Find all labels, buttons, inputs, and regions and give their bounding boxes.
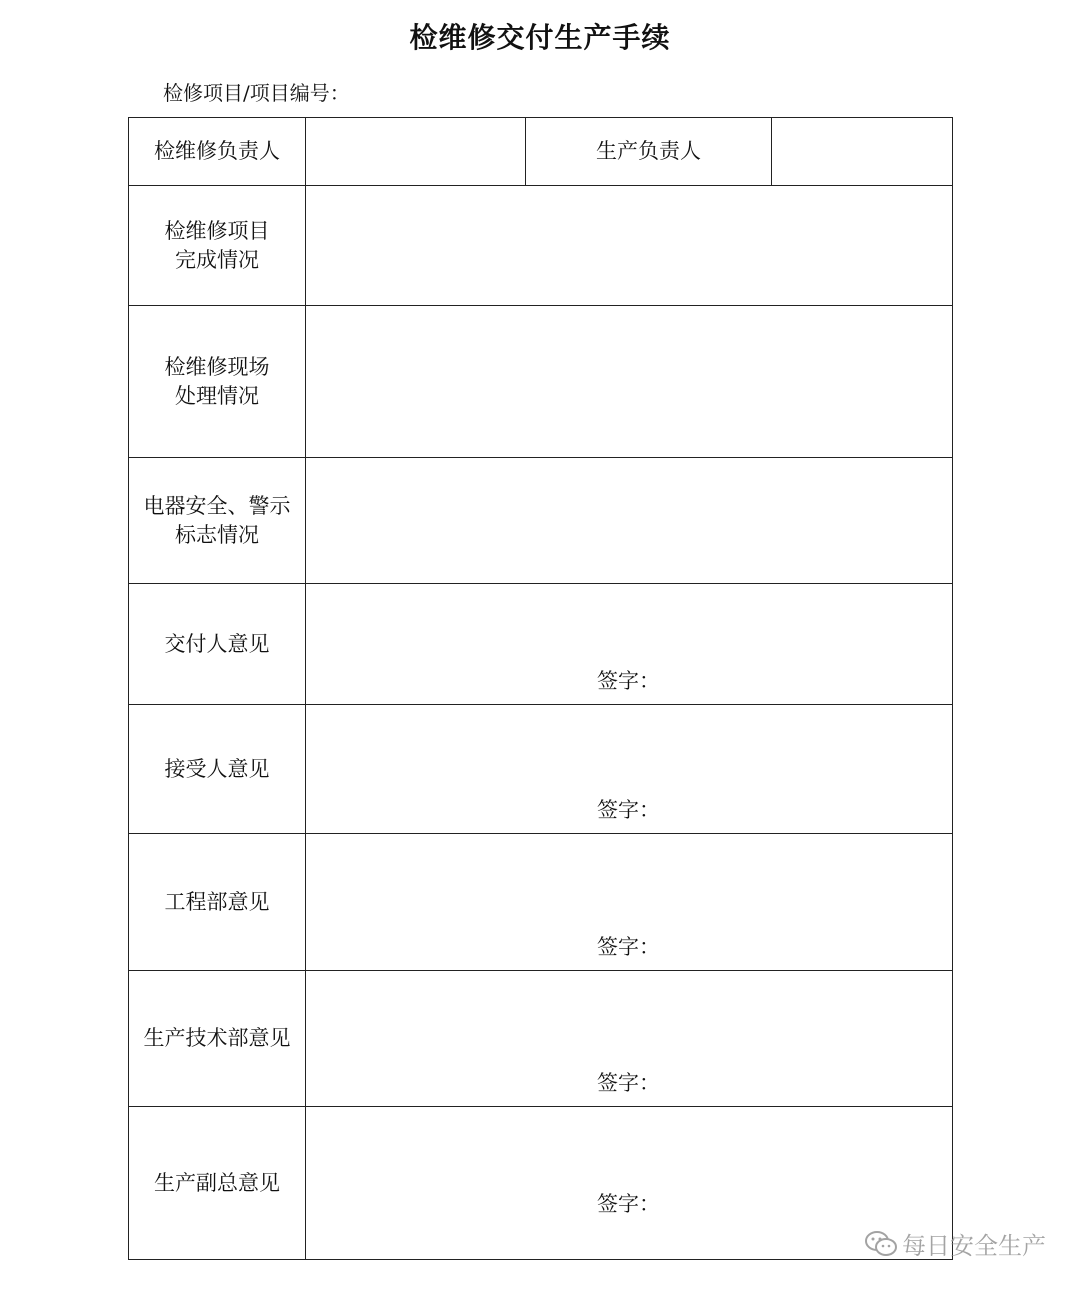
wechat-icon [864,1230,898,1258]
vice-gm-opinion-label: 生产副总意见 [129,1107,306,1260]
engineering-opinion-label: 工程部意见 [129,834,306,971]
production-lead-field[interactable] [772,118,953,186]
electrical-safety-field[interactable] [306,458,953,584]
deliverer-opinion-label: 交付人意见 [129,584,306,705]
table-row [129,834,953,971]
deliverer-opinion-field[interactable] [306,584,953,705]
handover-form-table [128,117,953,1260]
header-row [129,118,953,186]
table-row [129,186,953,306]
table-row [129,1107,953,1260]
table-row [129,584,953,705]
watermark [864,1226,1046,1261]
project-number-label: 检修项目/项目编号： [163,81,350,105]
watermark-text: 每日安全生产 [902,1232,1046,1260]
table-row [129,458,953,584]
production-lead-label: 生产负责人 [526,118,772,186]
site-handling-field[interactable] [306,306,953,458]
electrical-safety-label: 电器安全、警示 标志情况 [129,458,306,584]
signature-label: 签字： [597,798,660,822]
vice-gm-opinion-field[interactable] [306,1107,953,1260]
receiver-opinion-field[interactable] [306,705,953,834]
repair-lead-label: 检维修负责人 [129,118,306,186]
completion-status-field[interactable] [306,186,953,306]
document-title: 检维修交付生产手续 [409,21,671,54]
signature-label: 签字： [597,669,660,693]
engineering-opinion-field[interactable] [306,834,953,971]
production-tech-opinion-field[interactable] [306,971,953,1107]
table-row [129,705,953,834]
signature-label: 签字： [597,935,660,959]
completion-status-label: 检维修项目 完成情况 [129,186,306,306]
production-tech-opinion-label: 生产技术部意见 [129,971,306,1107]
signature-label: 签字： [597,1192,660,1216]
receiver-opinion-label: 接受人意见 [129,705,306,834]
signature-label: 签字： [597,1071,660,1095]
repair-lead-field[interactable] [306,118,526,186]
table-row [129,306,953,458]
table-row [129,971,953,1107]
site-handling-label: 检维修现场 处理情况 [129,306,306,458]
